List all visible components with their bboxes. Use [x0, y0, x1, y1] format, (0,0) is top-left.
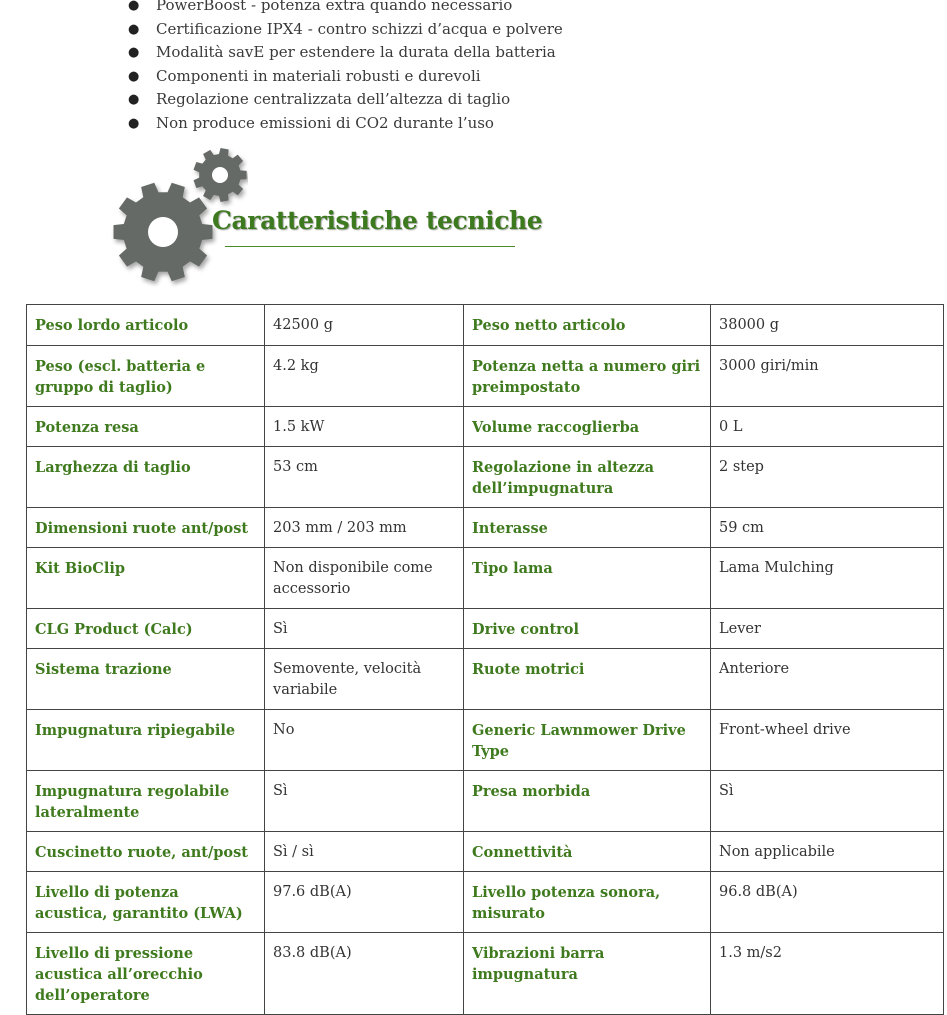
spec-label: Connettività: [464, 832, 711, 872]
specs-table: [26, 304, 944, 1015]
feature-list: [0, 0, 947, 136]
gear-hole: [148, 217, 178, 247]
spec-label: Larghezza di taglio: [27, 447, 265, 508]
feature-text: Modalità savE per estendere la durata della batteria: [156, 43, 556, 62]
spec-value: 97.6 dB(A): [265, 872, 464, 933]
spec-value: Sì: [265, 609, 464, 649]
spec-label: Dimensioni ruote ant/post: [27, 508, 265, 548]
feature-item: [0, 0, 947, 18]
spec-value: 3000 giri/min: [711, 346, 944, 407]
spec-label: Impugnatura ripiegabile: [27, 710, 265, 771]
spec-row: [27, 771, 944, 832]
spec-value: Sì / sì: [265, 832, 464, 872]
spec-label: Ruote motrici: [464, 649, 711, 710]
section-heading: [108, 144, 543, 289]
bullet-icon: ●: [128, 45, 140, 61]
spec-label: Cuscinetto ruote, ant/post: [27, 832, 265, 872]
spec-label: Peso lordo articolo: [27, 305, 265, 346]
spec-row: [27, 447, 944, 508]
spec-value: Sì: [711, 771, 944, 832]
bullet-icon: ●: [128, 92, 140, 108]
feature-item: [0, 88, 947, 112]
spec-value: 4.2 kg: [265, 346, 464, 407]
feature-text: Regolazione centralizzata dell’altezza di taglio: [156, 90, 511, 109]
spec-value: Semovente, velocità variabile: [265, 649, 464, 710]
spec-row: [27, 305, 944, 346]
spec-row: [27, 832, 944, 872]
spec-label: Interasse: [464, 508, 711, 548]
spec-label: Impugnatura regolabile lateralmente: [27, 771, 265, 832]
spec-label: Potenza netta a numero giri preimpostato: [464, 346, 711, 407]
spec-value: 59 cm: [711, 508, 944, 548]
feature-item: [0, 41, 947, 65]
gear-hole: [212, 167, 228, 183]
spec-value: 0 L: [711, 407, 944, 447]
spec-label: Tipo lama: [464, 548, 711, 609]
spec-label: Regolazione in altezza dell’impugnatura: [464, 447, 711, 508]
spec-label: Vibrazioni barra impugnatura: [464, 933, 711, 1015]
spec-value: Lever: [711, 609, 944, 649]
spec-value: 203 mm / 203 mm: [265, 508, 464, 548]
spec-value: 53 cm: [265, 447, 464, 508]
spec-value: 83.8 dB(A): [265, 933, 464, 1015]
spec-row: [27, 508, 944, 548]
spec-label: Livello potenza sonora, misurato: [464, 872, 711, 933]
title-underline: [225, 246, 515, 247]
spec-value: 42500 g: [265, 305, 464, 346]
spec-value: 1.5 kW: [265, 407, 464, 447]
spec-label: Generic Lawnmower Drive Type: [464, 710, 711, 771]
spec-label: Presa morbida: [464, 771, 711, 832]
spec-label: Drive control: [464, 609, 711, 649]
feature-text: Componenti in materiali robusti e durevoli: [156, 66, 481, 85]
feature-item: [0, 65, 947, 89]
spec-value: 2 step: [711, 447, 944, 508]
spec-row: [27, 609, 944, 649]
spec-value: 96.8 dB(A): [711, 872, 944, 933]
spec-label: Peso netto articolo: [464, 305, 711, 346]
spec-label: Volume raccoglierba: [464, 407, 711, 447]
section-title: Caratteristiche tecniche: [212, 206, 543, 235]
spec-row: [27, 872, 944, 933]
feature-item: [0, 112, 947, 136]
spec-row: [27, 933, 944, 1015]
spec-label: Sistema trazione: [27, 649, 265, 710]
spec-row: [27, 710, 944, 771]
spec-value: No: [265, 710, 464, 771]
spec-label: CLG Product (Calc): [27, 609, 265, 649]
feature-text: Non produce emissioni di CO2 durante l’uso: [156, 113, 494, 132]
bullet-icon: ●: [128, 21, 140, 37]
spec-label: Peso (escl. batteria e gruppo di taglio): [27, 346, 265, 407]
spec-value: Non disponibile come accessorio: [265, 548, 464, 609]
feature-text: PowerBoost - potenza extra quando necessario: [156, 0, 513, 14]
spec-row: [27, 649, 944, 710]
spec-label: Livello di potenza acustica, garantito (LWA): [27, 872, 265, 933]
spec-value: 38000 g: [711, 305, 944, 346]
feature-text: Certificazione IPX4 - contro schizzi d’acqua e polvere: [156, 19, 563, 38]
spec-value: 1.3 m/s2: [711, 933, 944, 1015]
bullet-icon: ●: [128, 68, 140, 84]
feature-item: [0, 18, 947, 42]
spec-row: [27, 548, 944, 609]
bullet-icon: ●: [128, 115, 140, 131]
spec-label: Potenza resa: [27, 407, 265, 447]
bullet-icon: ●: [128, 0, 140, 13]
spec-label: Kit BioClip: [27, 548, 265, 609]
spec-value: Anteriore: [711, 649, 944, 710]
spec-row: [27, 346, 944, 407]
spec-value: Sì: [265, 771, 464, 832]
spec-value: Front-wheel drive: [711, 710, 944, 771]
spec-value: Non applicabile: [711, 832, 944, 872]
spec-label: Livello di pressione acustica all’orecchio dell’operatore: [27, 933, 265, 1015]
spec-row: [27, 407, 944, 447]
spec-value: Lama Mulching: [711, 548, 944, 609]
